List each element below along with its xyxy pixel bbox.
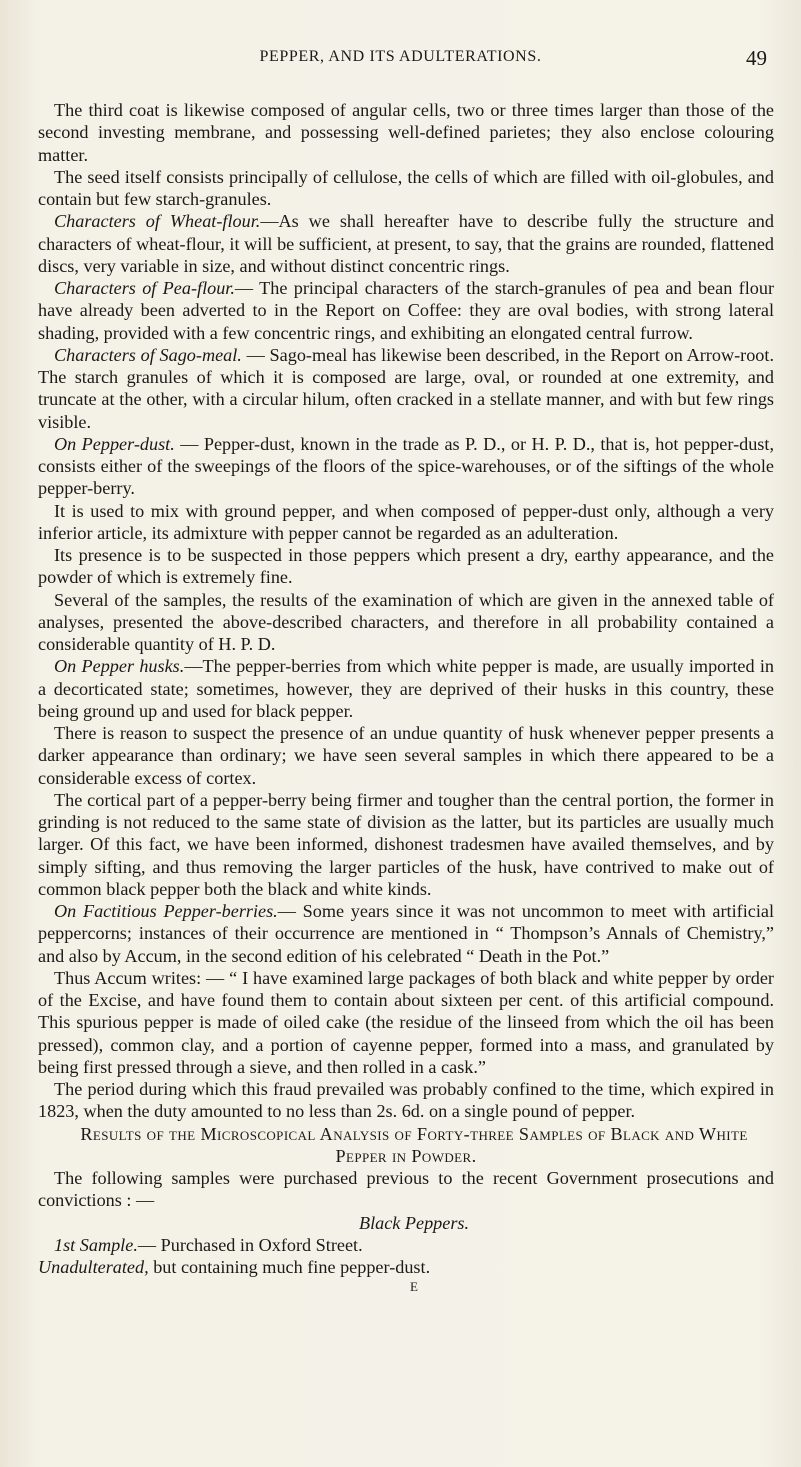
paragraph-text: Thus Accum writes: — “ I have examined large packages of both black and white pepper by order of the Excise, and have found them to contain about sixteen per cent. of this artificial compound. This spurious pepper is made of oiled cake (the residue of the linseed from which the oil has been pressed), common clay, and a portion of cayenne pepper, formed into a mass, and granulated by being first pressed through a sieve, and then rolled in a cask.” (38, 967, 774, 1077)
paragraph (38, 344, 774, 433)
subheading-black-peppers: Black Peppers. (358, 1212, 470, 1233)
paragraph-list (38, 99, 774, 1123)
paragraph-title: Characters of Wheat-flour. (54, 211, 261, 232)
body-text (38, 99, 774, 1296)
paragraph-title: On Pepper-dust. (54, 433, 175, 454)
paragraph-text: The period during which this fraud prevailed was probably confined to the time, which expired in 1823, when the duty amounted to no less than 2s. 6d. on a single pound of pepper. (38, 1079, 774, 1122)
paragraph (38, 544, 774, 589)
paragraph (38, 433, 774, 500)
paragraph-text: The third coat is likewise composed of angular cells, two or three times larger than those of the second investing membrane, and possessing well-defined parietes; they also enclose colouring matter. (38, 100, 774, 165)
paragraph (38, 210, 774, 277)
running-head: PEPPER, AND ITS ADULTERATIONS. (259, 48, 542, 65)
paragraph-text: Its presence is to be suspected in those peppers which present a dry, earthy appearance, and the powder of which is extremely fine. (38, 545, 774, 588)
paragraph-text: — Some years since it was not uncommon to meet with artificial peppercorns; instances of their occurrence are mentioned in “ Thompson’s Annals of Chemistry,” and also by Accum, in the second edition of his celebrated “ Death in the Pot.” (38, 901, 774, 966)
signature-mark: E (410, 1279, 418, 1295)
paragraph (38, 1078, 774, 1123)
paragraph-text: —As we shall hereafter have to describe fully the structure and characters of wheat-flour, it will be sufficient, at present, to say, that the grains are rounded, flattened discs, very variable in size, and without distinct concentric rings. (38, 211, 774, 276)
sample-label: 1st Sample. (54, 1234, 138, 1255)
paragraph (38, 789, 774, 900)
paragraph-text: The seed itself consists principally of cellulose, the cells of which are filled with oil-globules, and contain but few starch-granules. (38, 166, 774, 209)
page-number: 49 (746, 46, 767, 70)
paragraph-text: It is used to mix with ground pepper, and when composed of pepper-dust only, although a very inferior article, its admixture with pepper cannot be regarded as an adulteration. (38, 500, 774, 543)
paragraph-title: On Pepper husks. (54, 656, 185, 677)
sample-entry (38, 1234, 774, 1256)
paragraph (38, 722, 774, 789)
finding-text: but containing much fine pepper-dust. (148, 1257, 431, 1277)
paragraph-text: There is reason to suspect the presence of an undue quantity of husk whenever pepper presents a darker appearance than ordinary; we have seen several samples in which there appeared to be a considerable excess of cortex. (38, 723, 774, 788)
paragraph (38, 166, 774, 211)
section-heading: Results of the Microscopical Analysis of Forty-three Samples of Black and White Pepper in Powder. (80, 1123, 748, 1166)
paragraph-title: Characters of Sago-meal. (54, 344, 242, 365)
page-header (0, 48, 801, 74)
paragraph (38, 99, 774, 166)
sample-text: — Purchased in Oxford Street. (137, 1234, 363, 1255)
paragraph (38, 589, 774, 656)
paragraph-text: — Sago-meal has likewise been described, in the Report on Arrow-root. The starch granules of which it is composed are large, oval, or rounded at one extremity, and truncate at the other, with a circular hilum, often cracked in a stellate manner, and with but few rings visible. (38, 344, 774, 432)
paragraph (38, 277, 774, 344)
paragraph (38, 655, 774, 722)
sample-finding (38, 1256, 774, 1278)
section-intro: The following samples were purchased previous to the recent Government prosecutions and convictions : — (38, 1168, 774, 1211)
paragraph (38, 500, 774, 545)
paragraph-text: Several of the samples, the results of the examination of which are given in the annexed table of analyses, presented the above-described characters, and therefore in all probability contained a considerable quantity of H. P. D. (38, 589, 774, 654)
paragraph (38, 967, 774, 1078)
paragraph (38, 900, 774, 967)
paragraph-text: — The principal characters of the starch-granules of pea and bean flour have already been adverted to in the Report on Coffee: they are oval bodies, with strong lateral shading, provided with a few concentric rings, and exhibiting an elongated central furrow. (38, 278, 774, 343)
paragraph-text: —The pepper-berries from which white pepper is made, are usually imported in a decorticated state; sometimes, however, they are deprived of their husks in this country, these being ground up and used for black pepper. (38, 656, 774, 721)
paragraph-title: Characters of Pea-flour. (54, 278, 235, 298)
paragraph-text: — Pepper-dust, known in the trade as P. D., or H. P. D., that is, hot pepper-dust, consists either of the sweepings of the floors of the spice-warehouses, or of the siftings of the whole pepper-berry. (38, 433, 774, 499)
finding-label: Unadulterated, (38, 1257, 149, 1277)
paragraph-text: The cortical part of a pepper-berry being firmer and tougher than the central portion, the former in grinding is not reduced to the same state of division as the latter, but its particles are usually much larger. Of this fact, we have been informed, dishonest tradesmen have availed themselves, and by simply sifting, and thus removing the larger particles of the husk, have contrived to make out of common black pepper both the black and white kinds. (38, 789, 774, 899)
paragraph-title: On Factitious Pepper-berries. (54, 901, 278, 921)
